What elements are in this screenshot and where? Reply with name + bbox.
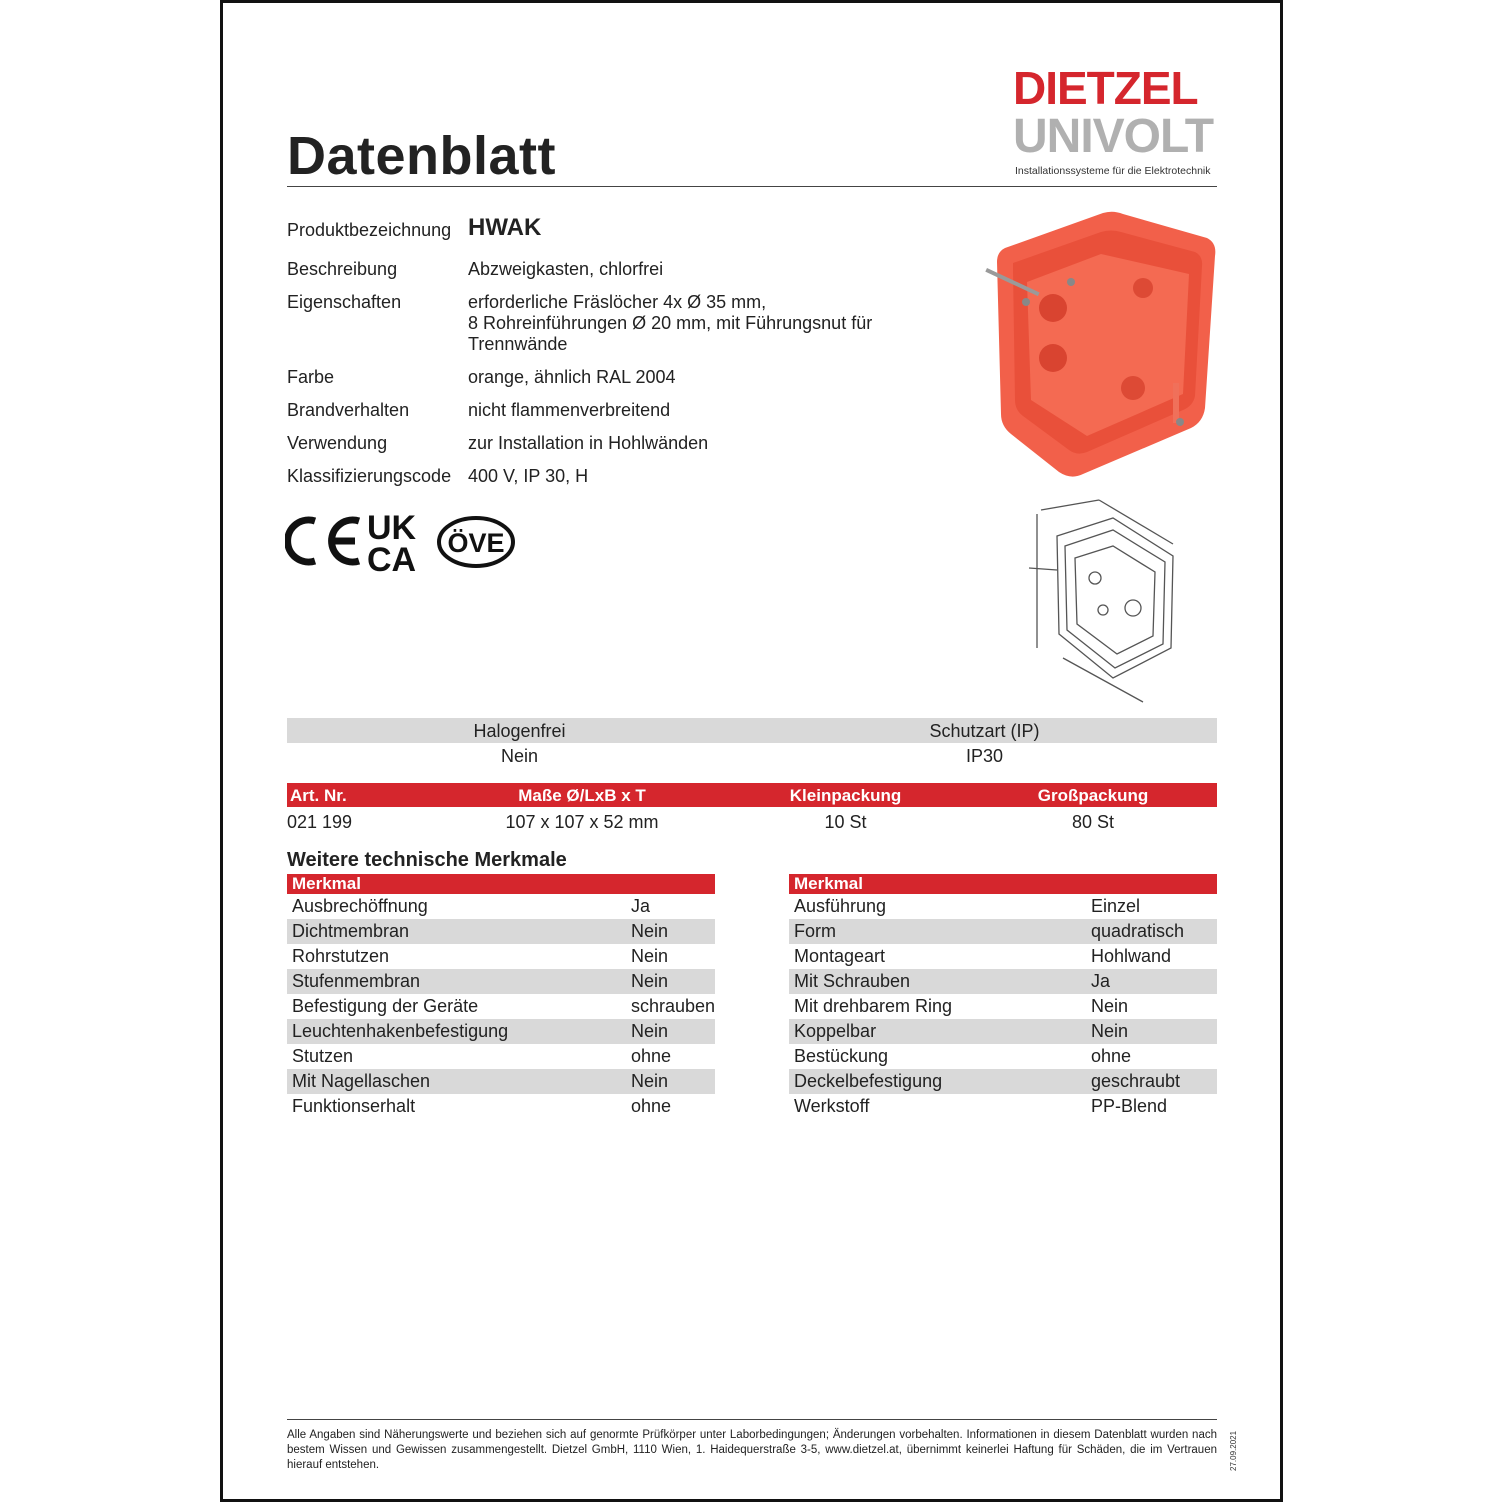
ukca-mark-top: UK — [367, 511, 417, 547]
properties-header-ip: Schutzart (IP) — [929, 721, 1040, 741]
merkmal-key: Mit drehbarem Ring — [794, 996, 953, 1016]
merkmal-value: Nein — [631, 971, 669, 991]
article-header-large-pack: Großpackung — [1037, 786, 1149, 805]
properties-value-halogen: Nein — [500, 746, 539, 766]
technical-drawing — [1023, 498, 1193, 708]
merkmal-key: Funktionserhalt — [292, 1096, 416, 1116]
article-value-large-pack: 80 St — [1071, 812, 1115, 832]
merkmal-key: Mit Nagellaschen — [292, 1071, 431, 1091]
merkmal-key: Werkstoff — [794, 1096, 870, 1116]
article-value-dimensions: 107 x 107 x 52 mm — [505, 812, 659, 832]
merkmal-value: schrauben — [631, 996, 716, 1016]
merkmal-value: Nein — [631, 921, 669, 941]
spec-value: zur Installation in Hohlwänden — [468, 433, 709, 453]
article-header-small-pack: Kleinpackung — [789, 786, 902, 805]
merkmal-key: Befestigung der Geräte — [292, 996, 479, 1016]
spec-label: Farbe — [287, 367, 335, 387]
merkmal-value: Nein — [1091, 996, 1129, 1016]
merkmal-key: Stufenmembran — [292, 971, 421, 991]
certification-marks — [285, 511, 515, 575]
table-row — [789, 1019, 1217, 1044]
spec-label-product: Produktbezeichnung — [287, 220, 452, 240]
table-row — [789, 994, 1217, 1019]
merkmal-value: ohne — [631, 1046, 672, 1066]
table-row — [287, 1069, 715, 1094]
merkmal-key: Leuchtenhakenbefestigung — [292, 1021, 509, 1041]
product-photo — [983, 208, 1223, 488]
table-row — [287, 1094, 715, 1119]
merkmale-header-left: Merkmal — [287, 874, 715, 894]
certification-logos-svg — [285, 511, 515, 575]
spec-label: Brandverhalten — [287, 400, 410, 420]
merkmal-key: Mit Schrauben — [794, 971, 911, 991]
table-row — [789, 1044, 1217, 1069]
article-value-artnr: 021 199 — [287, 812, 353, 832]
merkmal-value: Nein — [631, 1021, 669, 1041]
merkmale-table-right — [789, 874, 1217, 1119]
spec-value: orange, ähnlich RAL 2004 — [468, 367, 676, 387]
merkmal-key: Ausbrechöffnung — [292, 896, 428, 916]
footer-divider — [287, 1419, 1217, 1420]
merkmal-value: Nein — [1091, 1021, 1129, 1041]
table-row — [287, 919, 715, 944]
merkmal-value: quadratisch — [1091, 921, 1185, 941]
ove-mark-text: ÖVE — [447, 528, 505, 558]
spec-label: Verwendung — [287, 433, 388, 453]
logo-dietzel: DIETZEL — [1013, 62, 1198, 114]
logo-univolt: UNIVOLT — [1013, 110, 1214, 163]
merkmal-key: Form — [794, 921, 836, 941]
spec-value: 400 V, IP 30, H — [468, 466, 589, 486]
article-header-dimensions: Maße Ø/LxB x T — [518, 786, 646, 805]
spec-value: Abzweigkasten, chlorfrei — [468, 259, 664, 279]
merkmal-value: ohne — [631, 1096, 672, 1116]
merkmal-value: Nein — [631, 946, 669, 966]
spec-label: Beschreibung — [287, 259, 398, 279]
spec-value-product: HWAK — [468, 214, 542, 241]
spec-label: Eigenschaften — [287, 292, 402, 312]
merkmal-key: Ausführung — [794, 896, 887, 916]
table-row — [789, 919, 1217, 944]
spec-value-line: erforderliche Fräslöcher 4x Ø 35 mm, — [468, 292, 767, 312]
merkmal-value: Ja — [631, 896, 651, 916]
spec-label: Klassifizierungscode — [287, 466, 452, 486]
table-row — [287, 969, 715, 994]
article-value-small-pack: 10 St — [824, 812, 867, 832]
table-row — [287, 1044, 715, 1069]
merkmal-key: Deckelbefestigung — [794, 1071, 943, 1091]
merkmal-value: Einzel — [1091, 896, 1141, 916]
properties-value-ip: IP30 — [965, 746, 1004, 766]
merkmal-value: geschraubt — [1091, 1071, 1181, 1091]
merkmale-table-left — [287, 874, 715, 1119]
merkmal-value: Hohlwand — [1091, 946, 1172, 966]
table-row — [287, 994, 715, 1019]
document-date: 27.09.2021 — [1229, 1430, 1238, 1471]
merkmal-value: Ja — [1091, 971, 1111, 991]
table-row — [287, 894, 715, 919]
table-row — [789, 944, 1217, 969]
spec-value-line: 8 Rohreinführungen Ø 20 mm, mit Führungsnut für — [468, 313, 873, 333]
table-row — [287, 1019, 715, 1044]
article-header-artnr: Art. Nr. — [290, 786, 347, 805]
merkmal-key: Bestückung — [794, 1046, 889, 1066]
spec-value-line: Trennwände — [468, 334, 568, 354]
merkmale-title: Weitere technische Merkmale — [287, 849, 567, 871]
table-row — [789, 969, 1217, 994]
merkmal-key: Montageart — [794, 946, 886, 966]
footer-disclaimer: Alle Angaben sind Näherungswerte und beziehen sich auf genormte Prüfkörper unter Laborbedingungen; Änderungen vorbehalten. Informationen in diesem Datenblatt wurden nach bestem Wissen und Gewissen zusammengestellt. Dietzel GmbH, 1110 Wien, 1. Haidequerstraße 3-5, www.dietzel.at, übernimmt keinerlei Haftung für Schäden, die im Vertrauen hierauf entstehen. — [287, 1429, 1217, 1471]
page-title: Datenblatt — [287, 126, 557, 186]
ukca-mark-bottom: CA — [367, 541, 417, 575]
merkmal-key: Rohrstutzen — [292, 946, 390, 966]
merkmal-value: Nein — [631, 1071, 669, 1091]
spec-value: nicht flammenverbreitend — [468, 400, 671, 420]
datasheet-page — [220, 0, 1283, 1502]
merkmal-key: Stutzen — [292, 1046, 354, 1066]
merkmale-header-right: Merkmal — [789, 874, 1217, 894]
junction-box-photo-icon — [983, 208, 1223, 488]
table-row — [287, 944, 715, 969]
spec-value — [468, 292, 872, 355]
merkmal-value: PP-Blend — [1091, 1096, 1168, 1116]
header-divider — [287, 186, 1217, 187]
table-row — [789, 894, 1217, 919]
merkmal-value: ohne — [1091, 1046, 1132, 1066]
table-row — [789, 1069, 1217, 1094]
merkmal-key: Dichtmembran — [292, 921, 410, 941]
merkmal-key: Koppelbar — [794, 1021, 877, 1041]
table-row — [789, 1094, 1217, 1119]
logo-tagline: Installationssysteme für die Elektrotechnik — [1015, 165, 1211, 177]
junction-box-drawing-icon — [1023, 498, 1193, 708]
ce-mark-icon — [288, 520, 359, 562]
properties-header-halogen: Halogenfrei — [473, 721, 566, 741]
